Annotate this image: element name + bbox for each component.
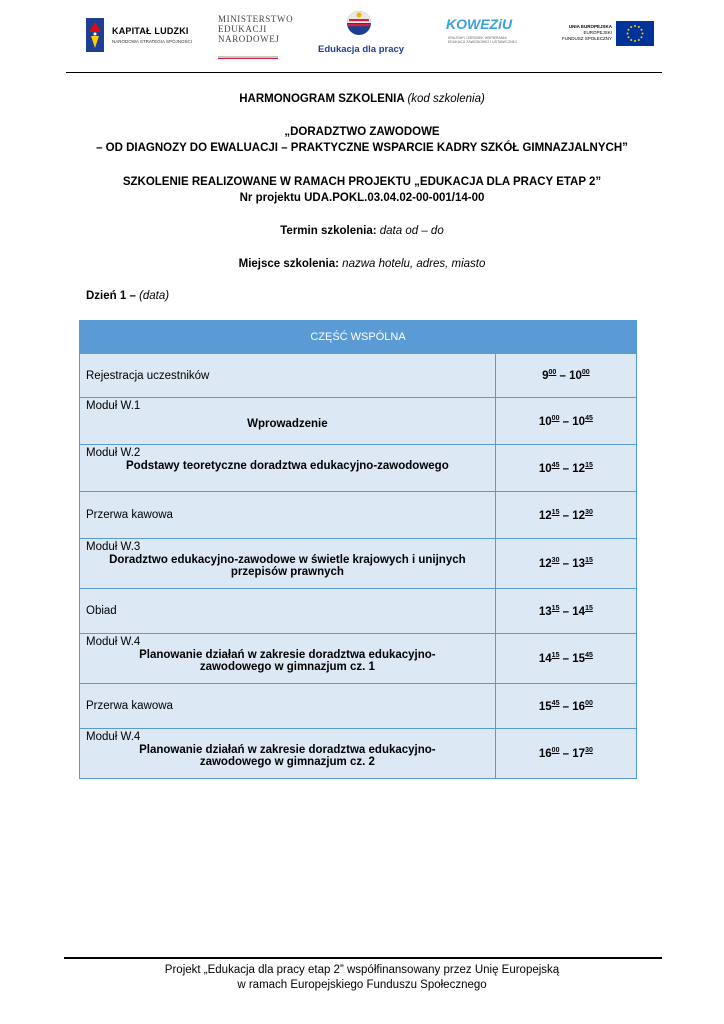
module-code: Moduł W.4 [86, 636, 141, 648]
start-hour: 12 [538, 558, 552, 570]
start-minute: 45 [551, 699, 560, 707]
start-minute: 15 [551, 604, 560, 612]
koweziu-subtitle-line-1: KRAJOWY OŚRODEK WSPIERANIA [448, 36, 507, 40]
module-title: Podstawy teoretyczne doradztwa edukacyjno-zawodowego [126, 460, 449, 472]
edukacja-dla-pracy-logo [314, 8, 410, 60]
start-hour: 16 [538, 748, 552, 760]
end-minute: 00 [585, 699, 593, 707]
day-heading [86, 290, 169, 302]
koweziu-subtitle [448, 36, 517, 44]
session-cell [80, 634, 496, 684]
ministerstwo-line-2: EDUKACJI [218, 24, 267, 34]
flag-stripe-icon [218, 56, 278, 59]
session-cell [80, 729, 496, 779]
session-cell [80, 589, 496, 634]
start-minute: 30 [551, 557, 560, 564]
schedule-rows [80, 354, 637, 779]
table-header-row [80, 321, 637, 354]
table-row [80, 589, 637, 634]
kapital-ludzki-title: KAPITAŁ LUDZKI [112, 26, 189, 36]
unia-europejska-logo [560, 18, 660, 52]
end-hour: 15 [572, 653, 586, 665]
training-term [0, 225, 724, 237]
place-label: Miejsce szkolenia: [238, 258, 339, 270]
time-separator: – [559, 605, 573, 618]
session-label: Rejestracja uczestników [86, 369, 210, 382]
time-cell [495, 445, 636, 492]
end-hour: 13 [572, 558, 586, 570]
module-title: Planowanie działań w zakresie doradztwa edukacyjno-zawodowego w gimnazjum cz. 2 [139, 744, 436, 768]
end-minute: 30 [585, 747, 593, 754]
document-heading [0, 93, 724, 105]
end-hour: 17 [572, 748, 586, 760]
schedule-table [79, 320, 637, 779]
module-title: Planowanie działań w zakresie doradztwa edukacyjno-zawodowego w gimnazjum cz. 1 [139, 649, 436, 673]
start-minute: 15 [551, 508, 560, 516]
time-separator: – [559, 748, 573, 760]
time-separator: – [559, 415, 573, 428]
time-cell [495, 398, 636, 445]
place-value: nazwa hotelu, adres, miasto [342, 258, 486, 270]
koweziu-logo [442, 10, 534, 58]
start-minute: 45 [551, 461, 560, 469]
heading-text: HARMONOGRAM SZKOLENIA [239, 93, 405, 105]
table-row [80, 539, 637, 589]
start-hour: 13 [538, 605, 552, 618]
start-hour: 9 [542, 370, 549, 382]
term-label: Termin szkolenia: [280, 225, 377, 237]
end-hour: 10 [572, 415, 586, 428]
footer-divider [64, 957, 662, 959]
end-hour: 10 [569, 370, 582, 382]
start-hour: 15 [538, 700, 552, 713]
table-row [80, 492, 637, 539]
end-minute: 15 [585, 604, 593, 612]
end-minute: 30 [585, 508, 593, 516]
course-title-line-2: – OD DIAGNOZY DO EWALUACJI – PRAKTYCZNE WSPARCIE KADRY SZKÓŁ GIMNAZJALNYCH” [96, 142, 628, 154]
table-row [80, 398, 637, 445]
session-label: Przerwa kawowa [86, 700, 173, 712]
start-hour: 14 [538, 653, 552, 665]
time-cell [495, 684, 636, 729]
time-separator: – [556, 370, 570, 382]
table-header: CZĘŚĆ WSPÓLNA [80, 321, 637, 354]
koweziu-text: KOWEZiU [446, 16, 513, 32]
start-hour: 12 [538, 509, 552, 522]
end-hour: 16 [572, 700, 586, 713]
end-minute: 00 [581, 369, 590, 376]
start-hour: 10 [538, 415, 552, 428]
session-cell [80, 539, 496, 589]
time-cell [495, 354, 636, 398]
table-row [80, 445, 637, 492]
footer-line-2: w ramach Europejskiego Funduszu Społecznego [237, 979, 487, 991]
time-separator: – [559, 509, 573, 522]
session-cell [80, 445, 496, 492]
eu-flag-icon [616, 21, 654, 46]
session-cell [80, 684, 496, 729]
session-label: Obiad [86, 605, 117, 617]
table-row [80, 684, 637, 729]
kapital-ludzki-logo [86, 16, 204, 56]
time-cell [495, 492, 636, 539]
time-separator: – [559, 558, 573, 570]
term-value: data od – do [379, 225, 444, 237]
kapital-ludzki-icon [86, 18, 104, 52]
time-cell [495, 539, 636, 589]
unia-europejska-text [560, 24, 612, 42]
time-separator: – [559, 462, 573, 475]
session-cell [80, 354, 496, 398]
edukacja-dla-pracy-text: Edukacja dla pracy [318, 44, 405, 55]
project-number: Nr projektu UDA.POKL.03.04.02-00-001/14-00 [239, 192, 485, 204]
time-separator: – [559, 653, 573, 665]
end-minute: 15 [585, 557, 593, 564]
end-minute: 45 [585, 652, 593, 659]
course-title-line-1: „DORADZTWO ZAWODOWE [284, 126, 440, 138]
day-value: (data) [139, 290, 170, 302]
end-minute: 45 [585, 414, 593, 422]
table-row [80, 729, 637, 779]
start-minute: 00 [551, 414, 560, 422]
end-hour: 12 [572, 462, 586, 475]
kapital-ludzki-subtitle: NARODOWA STRATEGIA SPÓJNOŚCI [112, 39, 193, 44]
module-title: Doradztwo edukacyjno-zawodowe w świetle krajowych i unijnych przepisów prawnych [109, 554, 466, 578]
header-divider [66, 72, 662, 73]
start-minute: 15 [551, 652, 560, 659]
time-cell [495, 634, 636, 684]
footer-line-1: Projekt „Edukacja dla pracy etap 2” współfinansowany przez Unię Europejską [164, 964, 560, 976]
module-title: Wprowadzenie [247, 418, 328, 430]
start-hour: 10 [538, 462, 552, 475]
time-separator: – [559, 700, 573, 713]
session-cell [80, 398, 496, 445]
unia-line-2: EUROPEJSKI [583, 30, 612, 35]
end-minute: 15 [585, 461, 593, 469]
unia-line-3: FUNDUSZ SPOŁECZNY [561, 36, 612, 41]
heading-code: (kod szkolenia) [407, 93, 485, 105]
session-cell [80, 492, 496, 539]
day-label: Dzień 1 – [86, 290, 136, 302]
time-cell [495, 729, 636, 779]
logo-bar [66, 0, 662, 72]
module-code: Moduł W.1 [86, 400, 141, 412]
training-place [0, 258, 724, 270]
start-minute: 00 [548, 369, 557, 376]
ministerstwo-logo [218, 14, 308, 64]
unia-line-1: UNIA EUROPEJSKA [568, 24, 612, 29]
end-hour: 14 [572, 605, 586, 618]
koweziu-subtitle-line-2: EDUKACJI ZAWODOWEJ I USTAWICZNEJ [448, 40, 517, 44]
ministerstwo-line-3: NARODOWEJ [218, 34, 280, 44]
module-code: Moduł W.3 [86, 541, 141, 553]
module-code: Moduł W.4 [86, 731, 141, 743]
module-code: Moduł W.2 [86, 447, 141, 459]
table-row [80, 634, 637, 684]
table-row [80, 354, 637, 398]
project-line-1: SZKOLENIE REALIZOWANE W RAMACH PROJEKTU „EDUKACJA DLA PRACY ETAP 2” [122, 176, 602, 188]
ministerstwo-line-1: MINISTERSTWO [218, 14, 294, 24]
session-label: Przerwa kawowa [86, 509, 173, 521]
start-minute: 00 [551, 747, 560, 754]
time-cell [495, 589, 636, 634]
end-hour: 12 [572, 509, 586, 522]
globe-icon [346, 10, 372, 36]
